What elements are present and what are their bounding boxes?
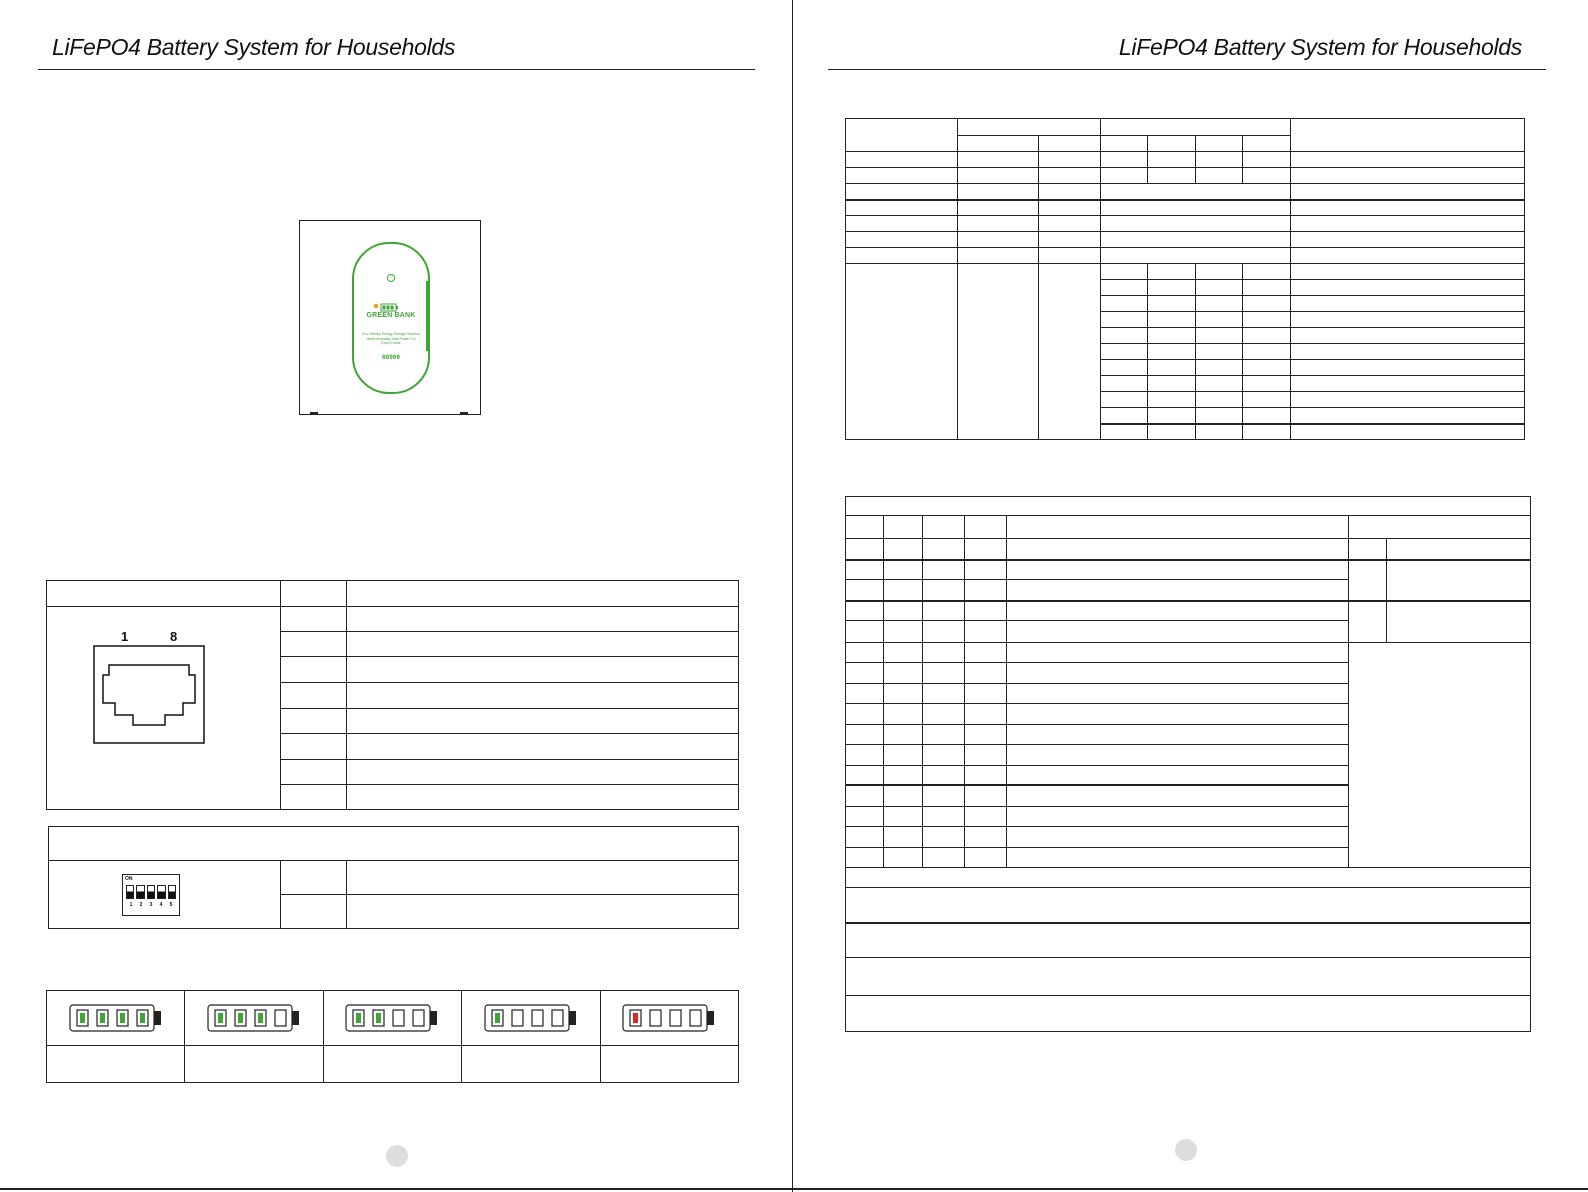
led-off	[512, 1010, 523, 1026]
dip-switch-icon	[122, 874, 180, 916]
battery-indicator-svg	[622, 1003, 716, 1033]
left-page-number-dot	[386, 1145, 408, 1167]
led-fill-green	[218, 1013, 223, 1023]
dip-lever-2	[136, 885, 144, 899]
soc-indicator-table	[46, 990, 739, 1083]
rj45-pin-8-label: 8	[170, 629, 178, 644]
led-off	[650, 1010, 661, 1026]
table-row	[846, 264, 1525, 280]
led-off	[413, 1010, 424, 1026]
battery-indicator-svg	[207, 1003, 301, 1033]
battery-device-illustration	[299, 220, 481, 415]
right-header-rule	[828, 69, 1546, 70]
dip-number-4: 4	[159, 902, 163, 908]
table-row	[846, 200, 1525, 216]
battery-cap	[430, 1011, 437, 1025]
device-tagline: Eco-friendly Energy Storage Solution Worth Investing Safe Power For Every Home	[362, 332, 420, 345]
led-fill-green	[376, 1013, 381, 1023]
left-header-rule	[38, 69, 755, 70]
dip-number-2: 2	[139, 902, 143, 908]
battery-level-icon	[462, 991, 599, 1045]
led-off	[532, 1010, 543, 1026]
table-row	[49, 861, 739, 895]
dip-number-3: 3	[149, 902, 153, 908]
table-row	[846, 539, 1531, 560]
device-foot-right	[460, 412, 468, 415]
table-row	[846, 168, 1525, 184]
device-foot-left	[310, 412, 318, 415]
table-row	[47, 607, 739, 632]
dip-switch-cell	[49, 861, 281, 929]
dip-switch-table	[48, 826, 739, 929]
table-row	[49, 827, 739, 861]
right-page-number-dot	[1175, 1139, 1197, 1161]
dip-number-5: 5	[169, 902, 173, 908]
left-page	[0, 0, 793, 1192]
led-fill-green	[258, 1013, 263, 1023]
table-row	[846, 868, 1531, 888]
protection-table	[845, 496, 1531, 1032]
battery-level-icon	[47, 991, 184, 1045]
table-row	[846, 516, 1531, 539]
led-off	[393, 1010, 404, 1026]
table-row	[47, 581, 739, 607]
soc-indicator-cell	[323, 991, 461, 1046]
table-row	[846, 184, 1525, 200]
table-row	[846, 642, 1531, 662]
soc-indicator-cell	[47, 991, 185, 1046]
led-off	[275, 1010, 286, 1026]
table-row	[846, 957, 1531, 995]
table-row	[846, 119, 1525, 136]
table-row	[846, 995, 1531, 1031]
led-fill-green	[80, 1013, 85, 1023]
soc-indicator-cell	[185, 991, 323, 1046]
soc-indicator-cell	[462, 991, 600, 1046]
battery-cap	[707, 1011, 714, 1025]
battery-level-icon	[324, 991, 461, 1045]
dip-number-1: 1	[129, 902, 133, 908]
led-off	[552, 1010, 563, 1026]
led-fill-green	[356, 1013, 361, 1023]
table-row	[846, 232, 1525, 248]
bottom-rule	[0, 1188, 1588, 1190]
left-header-title: LiFePO4 Battery System for Households	[52, 34, 456, 60]
table-row	[47, 991, 739, 1046]
specification-table	[845, 118, 1525, 440]
right-page	[793, 0, 1588, 1192]
battery-indicator-svg	[484, 1003, 578, 1033]
device-brand-label: GREEN BANK	[366, 312, 416, 319]
soc-indicator-cell	[600, 991, 738, 1046]
dip-lever-4	[157, 885, 165, 899]
led-fill-red	[633, 1013, 638, 1023]
dip-lever-5	[168, 885, 176, 899]
table-row	[846, 497, 1531, 516]
led-off	[690, 1010, 701, 1026]
dip-lever-1	[126, 885, 134, 899]
dip-switch-levers	[126, 885, 176, 899]
right-header-title: LiFePO4 Battery System for Households	[1118, 34, 1522, 60]
led-fill-green	[140, 1013, 145, 1023]
battery-cap	[569, 1011, 576, 1025]
dip-position-numbers	[126, 902, 176, 908]
device-front-panel	[352, 242, 430, 394]
sun-battery-logo-icon	[373, 299, 399, 308]
table-row	[846, 216, 1525, 232]
led-fill-green	[495, 1013, 500, 1023]
led-fill-green	[120, 1013, 125, 1023]
battery-cap	[292, 1011, 299, 1025]
table-row	[47, 1046, 739, 1083]
rj45-pin-1-label: 1	[121, 629, 129, 644]
battery-indicator-svg	[345, 1003, 439, 1033]
battery-indicator-svg	[69, 1003, 163, 1033]
table-row	[846, 248, 1525, 264]
led-fill-green	[238, 1013, 243, 1023]
power-button-icon	[387, 274, 395, 282]
rj45-port-cell	[47, 607, 281, 810]
table-row	[846, 888, 1531, 923]
battery-level-icon	[601, 991, 738, 1045]
battery-cap	[154, 1011, 161, 1025]
led-fill-green	[100, 1013, 105, 1023]
table-row	[846, 601, 1531, 621]
table-row	[846, 152, 1525, 168]
device-code-display: 00000	[381, 354, 401, 361]
table-row	[846, 923, 1531, 957]
dip-on-label: ON	[125, 876, 133, 882]
rj45-pin-table	[46, 580, 739, 810]
device-side-strip	[426, 281, 430, 351]
table-row	[846, 560, 1531, 580]
dip-lever-3	[147, 885, 155, 899]
led-off	[670, 1010, 681, 1026]
rj45-port-icon	[93, 645, 205, 745]
battery-level-icon	[185, 991, 322, 1045]
